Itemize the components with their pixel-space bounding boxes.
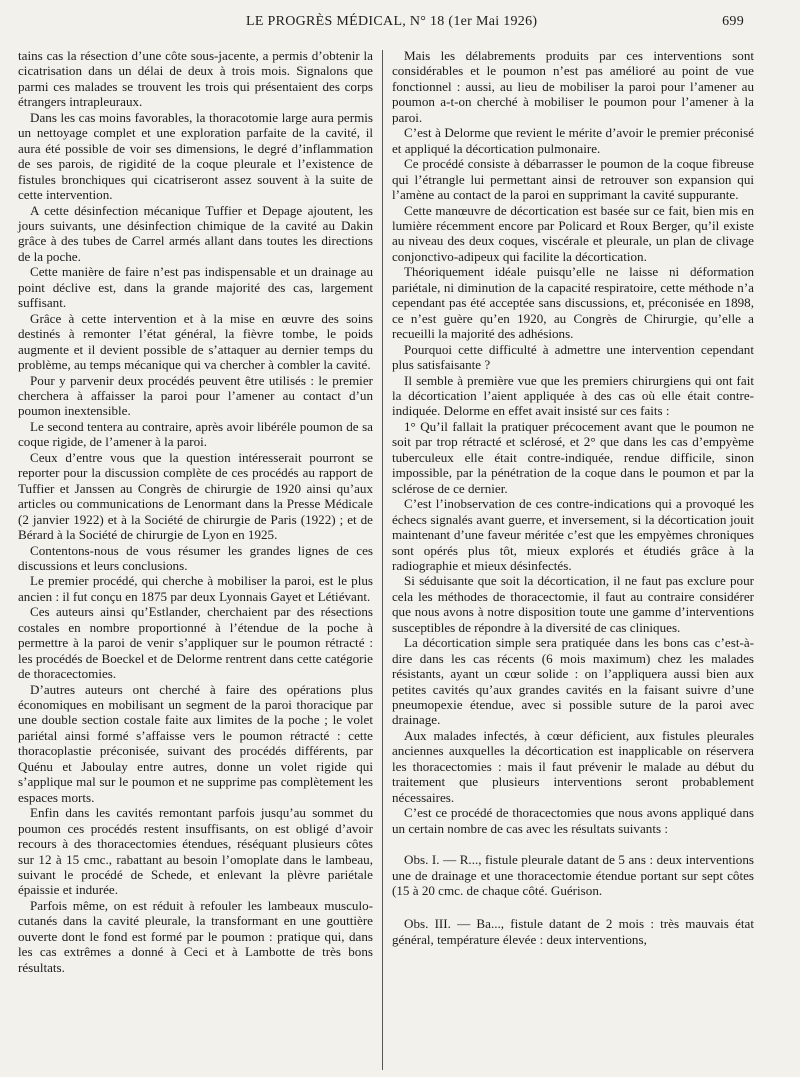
column-divider [382, 50, 383, 1070]
observation-paragraph: Obs. I. — R..., fistule pleurale datant de 5 ans : deux interventions une de drainage et une thoracectomie étendue portant sur sept côtes (15 à 20 cmc. de chaque côté. Guérison. [392, 852, 754, 899]
paragraph: Le premier procédé, qui cherche à mobiliser la paroi, est le plus ancien : il fut conçu en 1875 par deux Lyonnais Gayet et Létiévant. [18, 573, 373, 604]
paragraph: C’est ce procédé de thoracectomies que nous avons appliqué dans un certain nombre de cas avec les résultats suivants : [392, 805, 754, 836]
paragraph: Aux malades infectés, à cœur déficient, aux fistules pleurales anciennes auxquelles la décortication est inapplicable on réservera les thoracectomies : mais il faut prévenir le malade au début du traitement que plusieurs interventions seront probablement nécessaires. [392, 727, 754, 805]
paragraph: A cette désinfection mécanique Tuffier et Depage ajoutent, les jours suivants, une désinfection chimique de la cavité au Dakin grâce à des tubes de Carrel armés allant dans toutes les directions de la poche. [18, 202, 373, 264]
paragraph: Ceux d’entre vous que la question intéresserait pourront se reporter pour la discussion complète de ces procédés au rapport de Tuffier et Janssen au Congrès de chirurgie de 1920 ainsi qu’aux articles ou communications de Lenormant dans la Presse Médicale (2 janvier 1922) et à la Société de chirurgie de Paris (1922) ; et de Bérard à la Société de chirurgie de Lyon en 1925. [18, 449, 373, 543]
paragraph: Enfin dans les cavités remontant parfois jusqu’au sommet du poumon ces procédés restent insuffisants, on est obligé d’avoir recours à des thoracectomies étendues, réséquant plusieurs côtes sur 12 à 15 cmc., rabattant au besoin l’omoplate dans le lambeau, suivant le procédé de Schede, et enlevant la plèvre pariétale épaissie et indurée. [18, 805, 373, 898]
paragraph: Cette manœuvre de décortication est basée sur ce fait, bien mis en lumière récemment encore par Policard et Roux Berger, qu’il existe au niveau des deux coques, viscérale et pleurale, un plan de clivage conjonctivo-adipeux qui facilite la décortication. [392, 202, 754, 264]
journal-title: LE PROGRÈS MÉDICAL, N° 18 (1er Mai 1926) [246, 14, 538, 29]
paragraph: Contentons-nous de vous résumer les grandes lignes de ces discussions et leurs conclusions. [18, 542, 373, 573]
paragraph: Si séduisante que soit la décortication, il ne faut pas exclure pour cela les méthodes de thoracectomie, il faut au contraire considérer que nous avons à notre disposition toute une gamme d’interventions susceptibles de répondre à la diversité de cas cliniques. [392, 573, 754, 635]
page-header [16, 10, 744, 32]
paragraph: Pour y parvenir deux procédés peuvent être utilisés : le premier cherchera à affaisser la paroi pour l’amener au contact d’un poumon inextensible. [18, 372, 373, 419]
observation-paragraph: Obs. III. — Ba..., fistule datant de 2 mois : très mauvais état général, température élevée : deux interventions, [392, 916, 754, 947]
paragraph: Mais les délabrements produits par ces interventions sont considérables et le poumon n’est pas amélioré au point de vue fonctionnel : aussi, au lieu de mobiliser la paroi pour l’amener au poumon a-t-on cherché à mobiliser le poumon pour l’amener à la paroi. [392, 48, 754, 125]
paragraph: Le second tentera au contraire, après avoir libéréle poumon de sa coque rigide, de l’amener à la paroi. [18, 418, 373, 450]
paragraph: Parfois même, on est réduit à refouler les lambeaux musculo-cutanés dans la cavité pleurale, la transformant en une gouttière ouverte dont le fond est formé par le poumon : pratique qui, dans les cas extrêmes a donné à Ceci et à Lambotte de très bons résultats. [18, 897, 373, 975]
paragraph: Cette manière de faire n’est pas indispensable et un drainage au point déclive est, dans la grande majorité des cas, largement suffisant. [18, 264, 373, 311]
paragraph: Il semble à première vue que les premiers chirurgiens qui ont fait la décortication l’aient appliquée à des cas où elle était contre-indiquée. Delorme en effet avait insisté sur ces faits : [392, 372, 754, 419]
left-column [18, 48, 373, 975]
paragraph: Théoriquement idéale puisqu’elle ne laisse ni déformation pariétale, ni diminution de la capacité respiratoire, cette méthode n’a cependant pas été acceptée sans discussions, et, préconisée en 1898, ce n’est guère qu’en 1920, au Congrès de Chirurgie, qu’elle a recueilli la majorité des adhésions. [392, 264, 754, 342]
paragraph: Dans les cas moins favorables, la thoracotomie large aura permis un nettoyage complet et une exploration parfaite de la cavité, il aura été possible de voir ses dimensions, le degré d’inflammation de ses parois, de rigidité de la coque pleurale et l’existence de fistules bronchiques qui cicatriseront assez souvent à la suite de cette intervention. [18, 109, 373, 203]
paragraph: C’est l’inobservation de ces contre-indications qui a provoqué les échecs signalés avant guerre, et inversement, si la décortication jouit maintenant d’une faveur méritée c’est que les empyèmes chroniques sont opérés plus tôt, mieux explorés et étudiés grâce à la radiographie et mieux désinfectés. [392, 496, 754, 573]
paragraph: Pourquoi cette difficulté à admettre une intervention cependant plus satisfaisante ? [392, 341, 754, 373]
paragraph: tains cas la résection d’une côte sous-jacente, a permis d’obtenir la cicatrisation dans un délai de deux à trois mois. Signalons que parmi ces malades se trouvent les trois qui présentaient des corps étrangers intrapleuraux. [18, 48, 373, 110]
paragraph: La décortication simple sera pratiquée dans les bons cas c’est-à-dire dans les cas récents (6 mois maximum) chez les malades résistants, ayant un cœur solide : on l’appliquera aussi bien aux petites cavités qu’aux grandes cavités en la faisant suivre d’une pneumopexie étendue, avec si possible suture de la paroi avec drainage. [392, 635, 754, 728]
spacer [392, 898, 754, 916]
paragraph: Grâce à cette intervention et à la mise en œuvre des soins destinés à remonter l’état général, la fièvre tombe, le poids augmente et il devient possible de s’attaquer au dernier temps du problème, au temps mécanique qui va chercher à combler la cavité. [18, 310, 373, 373]
paragraph: Ces auteurs ainsi qu’Estlander, cherchaient par des résections costales en nombre proportionné à l’étendue de la poche à permettre à la paroi de venir s’appliquer sur le poumon rétracté : les procédés de Boeckel et de Delorme rentrent dans cette catégorie de thoracectomies. [18, 604, 373, 682]
page-number: 699 [722, 14, 744, 29]
spacer [392, 836, 754, 852]
paragraph: 1° Qu’il fallait la pratiquer précocement avant que le poumon ne soit par trop rétracté et sclérosé, et 2° que dans les cas d’empyème tuberculeux elle était contre-indiquée, rendue difficile, sinon impossible, par la pénétration de la coque dans le poumon et par la sclérose de ce dernier. [392, 418, 754, 496]
paragraph: D’autres auteurs ont cherché à faire des opérations plus économiques en mobilisant un segment de la paroi thoracique par une double section costale faite aux limites de la poche ; le volet pariétal ainsi formé s’affaisse vers le poumon rétracté : cette thoracoplastie préconisée, suivant des procédés différents, par Quénu et Jaboulay entre autres, donne un volet rigide qui s’applique mal sur le poumon et ne supprime pas complètement les espaces morts. [18, 681, 373, 805]
paragraph: C’est à Delorme que revient le mérite d’avoir le premier préconisé et appliqué la décortication pulmonaire. [392, 125, 754, 156]
paragraph: Ce procédé consiste à débarrasser le poumon de la coque fibreuse qui l’étrangle lui permettant ainsi de retrouver son expansion qui l’amène au contact de la paroi en supprimant la cavité suppurante. [392, 156, 754, 203]
right-column [392, 48, 754, 947]
